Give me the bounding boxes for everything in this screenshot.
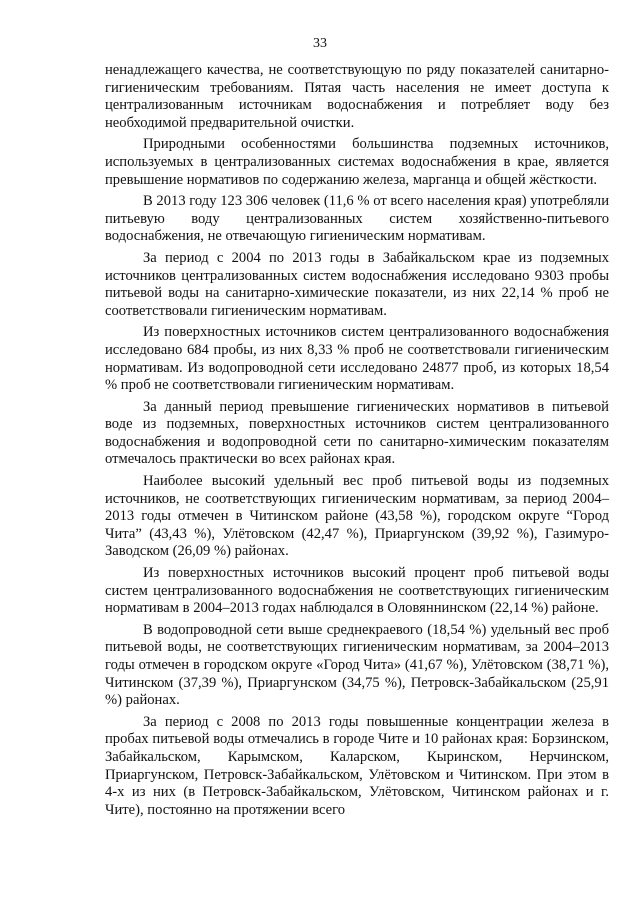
paragraph-8: Из поверхностных источников высокий процент проб питьевой воды систем централизованного водоснабжения не соответствующих гигиеническим нормативам в 2004–2013 годах наблюдался в Оловяннинском (22,14 %) районе.: [105, 565, 609, 617]
paragraph-2: Природными особенностями большинства подземных источников, используемых в централизованных системах водоснабжения в крае, является превышение нормативов по содержанию железа, марганца и общей жёсткости.: [105, 136, 609, 188]
paragraph-10: За период с 2008 по 2013 годы повышенные концентрации железа в пробах питьевой воды отмечались в городе Чите и 10 районах края: Борзинском, Забайкальском, Карымском, Каларском, Кыринском, Нерчинском, Приаргунском, Петровск-Забайкальском, Улётовском и Читинском. При этом в 4-х из них (в Петровск-Забайкальском, Улётовском, Читинском районах и г. Чите), постоянно на протяжении всего: [105, 713, 609, 818]
paragraph-7: Наиболее высокий удельный вес проб питьевой воды из подземных источников, не соответствующих гигиеническим нормативам, за период 2004–2013 годы отмечен в Читинском районе (43,58 %), городском округе “Город Чита” (43,43 %), Улётовском (42,47 %), Приаргунском (39,92 %), Газимуро-Заводском (26,09 %) районах.: [105, 473, 609, 560]
body-text: [105, 62, 609, 823]
paragraph-1: ненадлежащего качества, не соответствующую по ряду показателей санитарно-гигиеническим требованиям. Пятая часть населения не имеет доступа к централизованным источникам водоснабжения и потребляет воду без необходимой предварительной очистки.: [105, 62, 609, 131]
page-number: 33: [313, 36, 327, 51]
paragraph-3: В 2013 году 123 306 человек (11,6 % от всего населения края) употребляли питьевую воду централизованных систем хозяйственно-питьевого водоснабжения, не отвечающую гигиеническим нормативам.: [105, 193, 609, 245]
paragraph-6: За данный период превышение гигиенических нормативов в питьевой воде из подземных, поверхностных источников систем централизованного водоснабжения и водопроводной сети по санитарно-химическим показателям отмечалось практически во всех районах края.: [105, 398, 609, 468]
paragraph-9: В водопроводной сети выше среднекраевого (18,54 %) удельный вес проб питьевой воды, не соответствующих гигиеническим нормативам, за 2004–2013 годы отмечен в городском округе «Город Чита» (41,67 %), Улётовском (38,71 %), Читинском (37,39 %), Приаргунском (34,75 %), Петровск-Забайкальском (25,91 %) районах.: [105, 621, 609, 709]
paragraph-5: Из поверхностных источников систем централизованного водоснабжения исследовано 684 пробы, из них 8,33 % проб не соответствовали гигиеническим нормативам. Из водопроводной сети исследовано 24877 проб, из которых 18,54 % проб не соответствовали гигиеническим нормативам.: [105, 324, 609, 394]
paragraph-4: За период с 2004 по 2013 годы в Забайкальском крае из подземных источников централизованных систем водоснабжения исследовано 9303 пробы питьевой воды на санитарно-химические показатели, из них 22,14 % проб не соответствовали гигиеническим нормативам.: [105, 249, 609, 319]
